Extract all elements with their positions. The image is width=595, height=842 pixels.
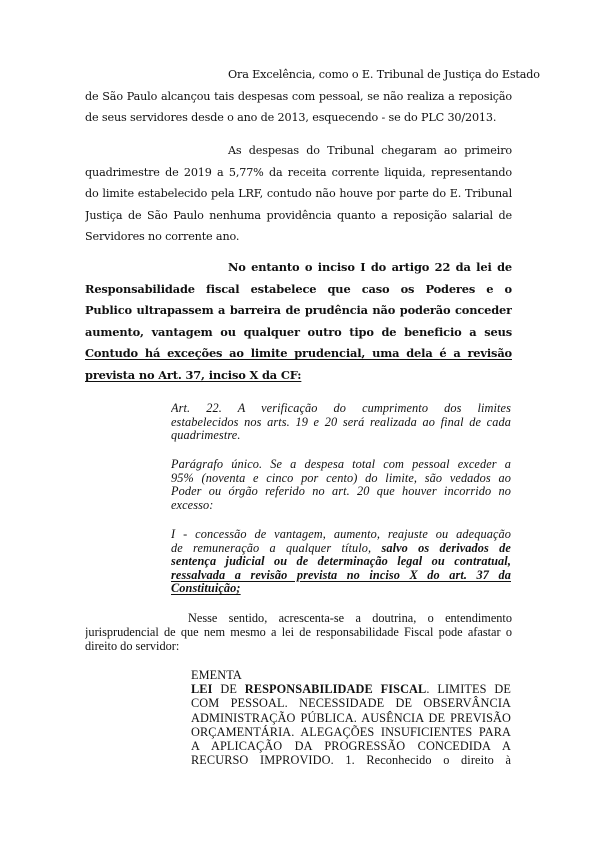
ementa-block — [191, 668, 511, 767]
paragraph-line-underlined: prevista no Art. 37, inciso X da CF: — [85, 367, 302, 382]
paragraph-line-underlined: Contudo há exceções ao limite prudencial, uma dela é a revisão — [85, 346, 512, 361]
ementa-line — [191, 711, 511, 725]
paragraph-line: Publico ultrapassem a barreira de prudência não poderão conceder — [85, 303, 512, 318]
quote-line: estabelecidos nos arts. 19 e 20 será realizada ao final de cada — [171, 415, 511, 429]
quote-line: Parágrafo único. Se a despesa total com pessoal exceder a — [171, 458, 511, 471]
quote-text: de remuneração a qualquer título, — [171, 541, 382, 555]
quote-line-bold-underlined: Constituição; — [171, 581, 241, 596]
ementa-line: COM PESSOAL. NECESSIDADE DE OBSERVÂNCIA — [191, 696, 511, 711]
ementa-text-bold: LEI — [191, 682, 213, 697]
paragraph-line: de seus servidores desde o ano de 2013, esquecendo - se do PLC 30/2013. — [85, 111, 497, 125]
paragraph-line: direito do servidor: — [85, 638, 180, 653]
ementa-line: A APLICAÇÃO DA PROGRESSÃO CONCEDIDA A — [191, 738, 511, 753]
paragraph-line: aumento, vantagem ou qualquer outro tipo de beneficio a seus — [85, 324, 512, 339]
ementa-line — [191, 682, 511, 696]
paragraph-line: de São Paulo alcançou tais despesas com pessoal, se não realiza a reposição — [85, 89, 512, 103]
quote-line: Poder ou órgão referido no art. 20 que houver incorrido no — [171, 485, 511, 499]
quote-art-22 — [171, 402, 511, 443]
paragraph-line: Servidores no corrente ano. — [85, 230, 240, 244]
ementa-text: . LIMITES DE — [426, 682, 511, 697]
paragraph-2 — [85, 140, 512, 248]
quote-text-bold: salvo os derivados de — [381, 541, 511, 555]
paragraph-line: Responsabilidade fiscal estabelece que caso os Poderes e o — [85, 281, 512, 296]
ementa-text: ADMINISTRAÇÃO PÚBLICA. AUSÊNCIA DE PREVISÃO — [191, 710, 511, 725]
paragraph-line: do limite estabelecido pela LRF, contudo não houve por parte do E. Tribunal — [85, 187, 512, 201]
quote-line: Art. 22. A verificação do cumprimento dos limites — [171, 402, 511, 415]
ementa-line: RECURSO IMPROVIDO. 1. Reconhecido o direito à — [191, 753, 511, 768]
quote-line: excesso: — [171, 497, 214, 512]
quote-line-bold: sentença judicial ou de determinação legal ou contratual, — [171, 555, 511, 569]
paragraph-1 — [85, 64, 540, 129]
paragraph-line: quadrimestre de 2019 a 5,77% da receita corrente liquida, representando — [85, 165, 512, 179]
ementa-text: DE — [212, 682, 245, 697]
ementa-line: ORÇAMENTÁRIA. ALEGAÇÕES INSUFICIENTES PARA — [191, 724, 511, 739]
ementa-text-bold: RESPONSABILIDADE FISCAL — [244, 682, 427, 697]
quote-line-bold-underlined: ressalvada a revisão prevista no inciso X do art. 37 da — [171, 568, 511, 582]
paragraph-line: Ora Excelência, como o E. Tribunal de Justiça do Estado — [228, 68, 540, 81]
paragraph-line: jurisprudencial de que nem mesmo a lei de responsabilidade Fiscal pode afastar o — [85, 625, 512, 639]
paragraph-line: No entanto o inciso I do artigo 22 da lei de — [228, 260, 512, 274]
quote-paragrafo-unico — [171, 458, 511, 512]
ementa-heading: EMENTA — [191, 668, 242, 682]
quote-inciso-i — [171, 528, 511, 596]
quote-line: 95% (noventa e cinco por cento) do limite, são vedados ao — [171, 471, 511, 485]
paragraph-4 — [85, 612, 512, 653]
paragraph-line: As despesas do Tribunal chegaram ao primeiro — [228, 144, 512, 157]
quote-line — [171, 542, 511, 556]
paragraph-line: Justiça de São Paulo nenhuma providência quanto a reposição salarial de — [85, 208, 512, 222]
paragraph-3 — [85, 257, 512, 387]
paragraph-line: Nesse sentido, acrescenta-se a doutrina, o entendimento — [188, 612, 512, 625]
quote-line: I - concessão de vantagem, aumento, reajuste ou adequação — [171, 528, 511, 541]
quote-line: quadrimestre. — [171, 428, 241, 443]
